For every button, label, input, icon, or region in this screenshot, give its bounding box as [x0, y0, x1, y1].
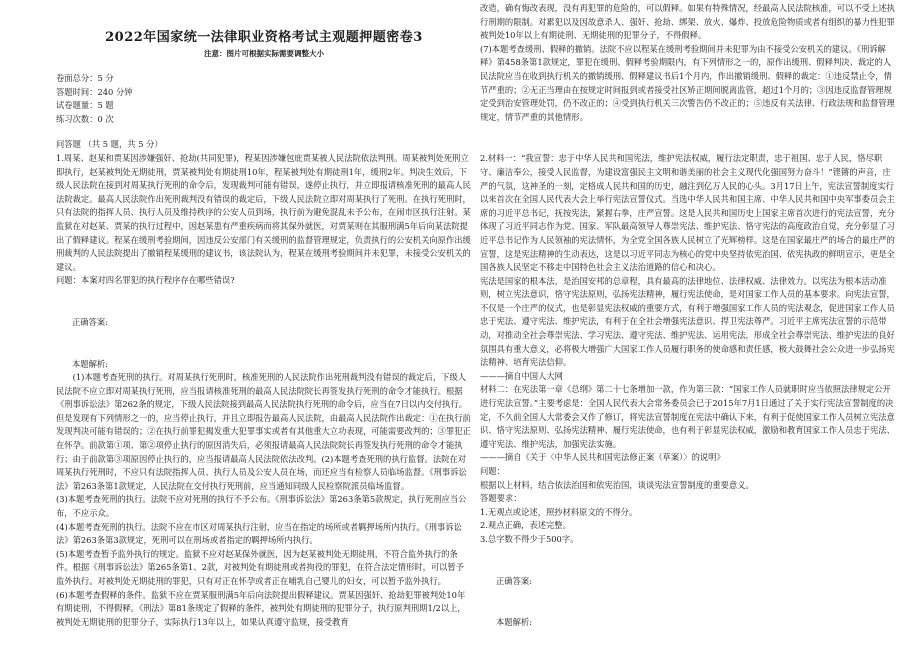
left-column [56, 20, 472, 629]
meta-practice-count: 练习次数：0 次 [56, 113, 114, 124]
source-citation: ———摘自中国人大网 [480, 370, 563, 381]
analysis-paragraph: 改造，确有悔改表现，没有再犯罪的危险的，可以假释。如果有特殊情况，经最高人民法院核准，可以不受上述执行刑期的限制。对累犯以及因故意杀人、强奸、抢劫、绑架、放火、爆炸、投放危险物质或者有组织的暴力性犯罪被判处10年以上有期徒刑、无期徒刑的犯罪分子，不得假释。 [480, 3, 895, 41]
section-header: 问答题 （共 5 题，共 5 分） [56, 139, 163, 150]
analysis-paragraph: (4)本题考查死刑的执行。法院不应在市区对周某执行注射，应当在指定的场所或者羁押场所内执行。《刑事诉讼法》第263条第3款规定，死刑可以在刑场或者指定的羁押场所内执行。 [56, 521, 462, 546]
analysis-paragraph: (6)本题考查假释的条件。监狱不应在贾某服刑满5年后向法院提出假释建议。贾某因强奸、抢劫犯罪被判处10年有期徒刑，不得假释。《刑法》第81条规定了假释的条件，被判处有期徒刑的犯罪分子，执行原判刑期1/2以上，被判处无期徒刑的犯罪分子，实际执行13年以上，如果认真遵守监规，接受教育 [56, 589, 466, 627]
document-title: 2022年国家统一法律职业资格考试主观题押题密卷3 [105, 30, 423, 45]
meta-total-score: 卷面总分：5 分 [56, 73, 114, 83]
question-2-material-2: 材料二：在宪法第一章《总纲》第二十七条增加一款，作为第三款：“国家工作人员就职时应当依照法律规定公开进行宪法宣誓。”主要考虑是：全国人民代表大会常务委员会已于2015年7月1日通过了关于实行宪法宣誓制度的决定，不久前全国人大常委会又作了修订，将宪法宣誓制度在宪法中确认下来，有利于促使国家工作人员树立宪法意识、恪守宪法原则、弘扬宪法精神、履行宪法使命，也有利于彰显宪法权威，激励和教育国家工作人员忠于宪法、遵守宪法、维护宪法，加强宪法实施。 [480, 384, 895, 449]
analysis-paragraph: (7)本题考查缓刑、假释的撤销。法院不应以程某在缓刑考验期间并未犯罪为由不接受公安机关的建议。《刑诉解释》第458条第1款规定，罪犯在缓刑、假释考验期限内，有下列情形之一的，原作出缓刑、假释判决、裁定的人民法院应当在收到执行机关的撤销缓刑、假释建议书后1个月内，作出撤销缓刑、假释的裁定：①违反禁止令，情节严重的；②无正当理由在按规定时间报到或者接受社区矫正期间脱离监管，超过1个月的；③因违反监督管理规定受到治安管理处罚，仍不改正的；④受到执行机关三次警告仍不改正的；⑤违反有关法律、行政法规和监督管理规定，情节严重的其他情形。 [480, 43, 895, 122]
source-citation: ———摘自《关于〈中华人民共和国宪法修正案（草案）〉的说明》 [480, 452, 725, 463]
requirements-label: 答题要求： [480, 493, 522, 504]
meta-question-count: 试卷题量：5 题 [56, 100, 114, 111]
question-2-material-1-cont: 宪法是国家的根本法，是治国安邦的总章程，具有最高的法律地位、法律权威、法律效力。以宪法为根本活动准则，树立宪法意识，恪守宪法原则，弘扬宪法精神，履行宪法使命，是对国家工作人员的基本要求。向宪法宣誓，不仅是一个庄严的仪式，也是彰显宪法权威的重要方式，有利于增强国家工作人员的宪法观念，促进国家工作人员忠于宪法、遵守宪法、维护宪法，有利于在全社会增强宪法意识、捍卫宪法尊严。习近平主席宪法宣誓的示范带动，对推动全社会尊崇宪法、学习宪法、遵守宪法、维护宪法、运用宪法，形成全社会尊崇宪法、维护宪法的良好氛围具有重大意义，必将极大增强广大国家工作人员履行职务的使命感和责任感，极大鼓舞社会公众进一步弘扬宪法精神、培育宪法信仰。 [480, 275, 895, 368]
requirement-item: 2.观点正确，表述完整。 [480, 520, 571, 531]
answer-label: 正确答案: [496, 575, 532, 586]
analysis-label: 本题解析: [72, 358, 108, 369]
right-column [480, 2, 896, 630]
requirement-item: 3.总字数不得少于500字。 [480, 533, 579, 544]
question-2-prompt: 根据以上材料，结合依法治国和依宪治国，谈谈宪法宣誓制度的重要意义。 [480, 479, 754, 490]
analysis-paragraph: (5)本题考查暂予监外执行的规定。监狱不应对赵某保外就医，因为赵某被判处无期徒刑，不符合监外执行的条件。根据《刑事诉讼法》第265条第1、2款，对被判处有期徒刑或者拘役的罪犯，在符合法定情形时，可以暂予监外执行。对被判处无期徒刑的罪犯，只有对正在怀孕或者正在哺乳自己婴儿的妇女，可以暂予监外执行。 [56, 548, 465, 586]
analysis-paragraph: (1)本题考查死刑的执行。对周某执行死刑时，核准死刑的人民法院作出死刑裁判没有错误的裁定后，下级人民法院不应立即对周某执行死刑，应当报请核准死刑的最高人民法院院长再签发执行死刑的命令才能执行。根据《刑事诉讼法》第262条的规定，下级人民法院接到最高人民法院执行死刑的命令后，应当在7日以内交付执行。但是发现有下列情形之一的，应当停止执行，并且立即报告最高人民法院，由最高人民法院作出裁定：①在执行前发现判决可能有错误的；②在执行前罪犯揭发重大犯罪事实或者有其他重大立功表现，可能需要改判的；③罪犯正在怀孕。前款第①项、第②项停止执行的原因消失后，必须报请最高人民法院院长再签发执行死刑的命令才能执行；由于前款第③项原因停止执行的，应当报请最高人民法院依法改判。(2)本题考查死刑的执行监督。法院在对周某执行死刑时，不应只有法院指挥人员、执行人员及公安人员在场，而还应当有检察人员临场监督。《刑事诉讼法》第263条第1款规定，人民法院在交付执行死刑前，应当通知同级人民检察院派员临场监督。 [56, 372, 471, 491]
question-2-prompt-label: 问题： [480, 466, 505, 476]
question-1-prompt: 问题：本案对四名罪犯的执行程序存在哪些错误? [56, 275, 235, 286]
answer-label: 正确答案: [72, 316, 108, 327]
analysis-paragraph: (3)本题考查死刑的执行。法院不应对死刑的执行不予公布。《刑事诉讼法》第263条第5款规定，执行死刑应当公布，不应示众。 [56, 494, 467, 519]
requirement-item: 1.无观点或论述，照抄材料原文的不得分。 [480, 506, 638, 517]
question-2-material-1: 2.材料一：“我宣誓：忠于中华人民共和国宪法，维护宪法权威，履行法定职责，忠于祖国、忠于人民，恪尽职守、廉洁奉公，接受人民监督，为建设富强民主文明和谐美丽的社会主义现代化强国努力奋斗！”铿锵的声音，庄严的气氛，这神圣的一刻，定格成人民共和国的历史，融注到亿万人民的心头。3月17日上午，宪法宣誓制度实行以来首次在全国人民代表大会上举行宪法宣誓仪式。当选中华人民共和国主席、中华人民共和国中央军事委员会主席的习近平总书记，抚按宪法，紧握右拳，庄严宣誓。这是人民共和国历史上国家主席首次进行的宪法宣誓，充分体现了习近平同志作为党、国家、军队最高领导人尊崇宪法、维护宪法、恪守宪法的高度政治自觉，充分彰显了习近平总书记作为人民领袖的宪法情怀，为全党全国各族人民树立了光辉榜样。这是在国家最庄严的场合的最庄严的宣誓，这是宪法精神的生动表达，这是以习近平同志为核心的党中央坚持依宪治国、依宪执政的鲜明宣示，更是全国各族人民坚定不移走中国特色社会主义法治道路的信心和决心。 [480, 153, 895, 273]
question-1-text: 1.周某、赵某和贾某因涉嫌强奸、抢劫(共同犯罪)，程某因涉嫌包庇贾某被人民法院依法判刑。周某被判处死刑立即执行，赵某被判处无期徒刑，贾某被判处有期徒刑10年，程某被判处有期徒刑1年，缓刑2年。判决生效后，下级人民法院在接到对周某执行死刑的命令后，发现裁判可能有错误，遂停止执行，并立即报请核准死刑的最高人民法院裁定。最高人民法院作出死刑裁判没有错误的裁定后，下级人民法院立即对周某执行了死刑。在执行死刑时，只有法院的指挥人员、执行人员及维持秩序的公安人员到场，执行前为避免混乱未予公布，在闹市区执行注射。某监狱在对赵某、贾某的执行过程中，因赵某患有严重疾病而将其保外就医，对贾某则在其服刑满5年后向某法院提出了假释建议。程某在缓刑考验期间，因违反公安部门有关缓刑的监督管理规定，负责执行的公安机关向原作出缓刑裁判的人民法院提出了撤销程某缓刑的建议书，该法院认为，程某在缓刑考验期间并未犯罪，未接受公安机关的建议。 [56, 152, 471, 272]
analysis-label: 本题解析: [496, 617, 532, 628]
document-subtitle: 注意：图片可根据实际需要调整大小 [204, 49, 324, 58]
meta-answer-time: 答题时间：240 分钟 [56, 86, 133, 97]
